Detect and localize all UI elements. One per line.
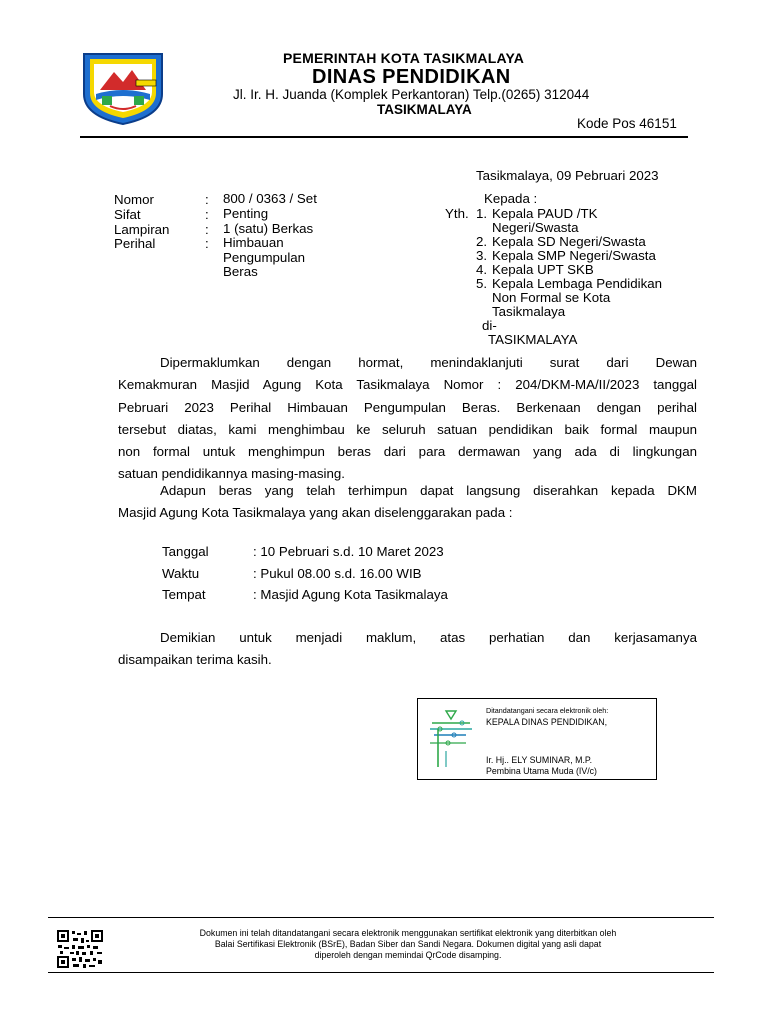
- detail-value-tempat: : Masjid Agung Kota Tasikmalaya: [253, 587, 448, 602]
- closing-paragraph: [118, 627, 697, 672]
- recipient-number: 1.: [476, 206, 488, 221]
- recipient-line: Kepala Lembaga Pendidikan: [492, 276, 663, 291]
- letterhead-rule: [80, 136, 688, 138]
- qr-code: [56, 929, 104, 969]
- meta-value-perihal: [223, 236, 305, 280]
- recipients-yth: Yth.: [445, 206, 469, 221]
- body-line: Masjid Agung Kota Tasikmalaya yang akan diselenggarakan pada :: [118, 505, 513, 521]
- city-logo: [80, 50, 166, 126]
- perihal-line: Pengumpulan: [223, 249, 306, 265]
- perihal-line: Himbauan: [223, 235, 284, 250]
- recipients-heading: Kepada :: [484, 191, 538, 206]
- recipient-item: [492, 207, 597, 235]
- detail-value-tanggal: : 10 Pebruari s.d. 10 Maret 2023: [253, 544, 444, 559]
- body-line: Dipermaklumkan dengan hormat, menindaklanjuti surat dari Dewan: [160, 355, 697, 370]
- footer-line: Balai Sertifikasi Elektronik (BSrE), Badan Siber dan Sandi Negara. Dokumen digital yang asli dapat: [214, 939, 602, 949]
- recipient-item: Kepala SMP Negeri/Swasta: [492, 248, 656, 263]
- body-paragraph-2: [118, 480, 697, 525]
- body-line: disampaikan terima kasih.: [118, 652, 272, 668]
- agency-city: TASIKMALAYA: [377, 102, 472, 117]
- meta-colon: :: [205, 207, 209, 222]
- body-line: non formal untuk menghimpun beras dari para dermawan yang ada di lingkungan: [118, 444, 697, 460]
- footer-line: diperoleh dengan memindai QrCode disamping.: [314, 950, 502, 960]
- meta-value-nomor: 800 / 0363 / Set: [223, 191, 317, 206]
- footer-text: [118, 928, 698, 961]
- e-signature-seal-icon: [426, 707, 476, 771]
- footer-line: Dokumen ini telah ditandatangani secara elektronik menggunakan sertifikat elektronik yang diterbitkan oleh: [199, 928, 617, 938]
- meta-colon: :: [205, 192, 209, 207]
- signed-note: Ditandatangani secara elektronik oleh:: [486, 706, 609, 715]
- letter-date: Tasikmalaya, 09 Pebruari 2023: [476, 168, 659, 183]
- meta-label-perihal: Perihal: [114, 236, 156, 251]
- recipient-number: 5.: [476, 276, 488, 291]
- detail-label-waktu: Waktu: [162, 566, 200, 581]
- recipients-place: TASIKMALAYA: [488, 332, 578, 347]
- meta-label-sifat: Sifat: [114, 207, 141, 222]
- meta-label-lampiran: Lampiran: [114, 222, 170, 237]
- meta-colon: :: [205, 222, 209, 237]
- recipient-line: Non Formal se Kota: [492, 290, 611, 305]
- body-line: satuan pendidikannya masing-masing.: [118, 466, 345, 482]
- recipient-item: Kepala SD Negeri/Swasta: [492, 234, 646, 249]
- recipient-number: 3.: [476, 248, 488, 263]
- body-line: Adapun beras yang telah terhimpun dapat langsung diserahkan kepada DKM: [160, 483, 697, 498]
- detail-value-waktu: : Pukul 08.00 s.d. 16.00 WIB: [253, 566, 422, 581]
- meta-label-nomor: Nomor: [114, 192, 154, 207]
- signer-name: Ir. Hj.. ELY SUMINAR, M.P.: [486, 755, 593, 765]
- meta-colon: :: [205, 236, 209, 251]
- recipient-item: [492, 277, 662, 319]
- recipient-line: Negeri/Swasta: [492, 220, 579, 235]
- e-signature-box: [417, 698, 657, 780]
- meta-value-sifat: Penting: [223, 206, 269, 221]
- body-paragraph-1: [118, 352, 697, 486]
- body-line: Pebruari 2023 Perihal Himbauan Pengumpulan Beras. Berkenaan dengan perihal: [118, 399, 697, 415]
- recipient-item: Kepala UPT SKB: [492, 262, 594, 277]
- postal-code: Kode Pos 46151: [577, 116, 677, 131]
- body-line: Kemakmuran Masjid Agung Kota Tasikmalaya Nomor : 204/DKM-MA/II/2023 tanggal: [118, 377, 697, 393]
- recipient-line: Kepala PAUD /TK: [492, 206, 598, 221]
- signer-rank: Pembina Utama Muda (IV/c): [486, 766, 597, 776]
- signer-position: KEPALA DINAS PENDIDIKAN,: [486, 717, 608, 727]
- recipient-number: 4.: [476, 262, 488, 277]
- body-line: Demikian untuk menjadi maklum, atas perhatian dan kerjasamanya: [160, 630, 697, 645]
- body-line: tersebut diatas, kami menghimbau ke seluruh satuan pendidikan baik formal maupun: [118, 421, 697, 437]
- recipient-line: Tasikmalaya: [492, 304, 566, 319]
- recipients-di: di-: [482, 318, 497, 333]
- perihal-line: Beras: [223, 264, 258, 279]
- recipient-number: 2.: [476, 234, 488, 249]
- meta-value-lampiran: 1 (satu) Berkas: [223, 221, 314, 236]
- detail-label-tempat: Tempat: [162, 587, 206, 602]
- detail-label-tanggal: Tanggal: [162, 544, 209, 559]
- agency-name: DINAS PENDIDIKAN: [312, 66, 511, 88]
- government-name: PEMERINTAH KOTA TASIKMALAYA: [283, 50, 525, 66]
- agency-address: Jl. Ir. H. Juanda (Komplek Perkantoran) Telp.(0265) 312044: [233, 87, 590, 102]
